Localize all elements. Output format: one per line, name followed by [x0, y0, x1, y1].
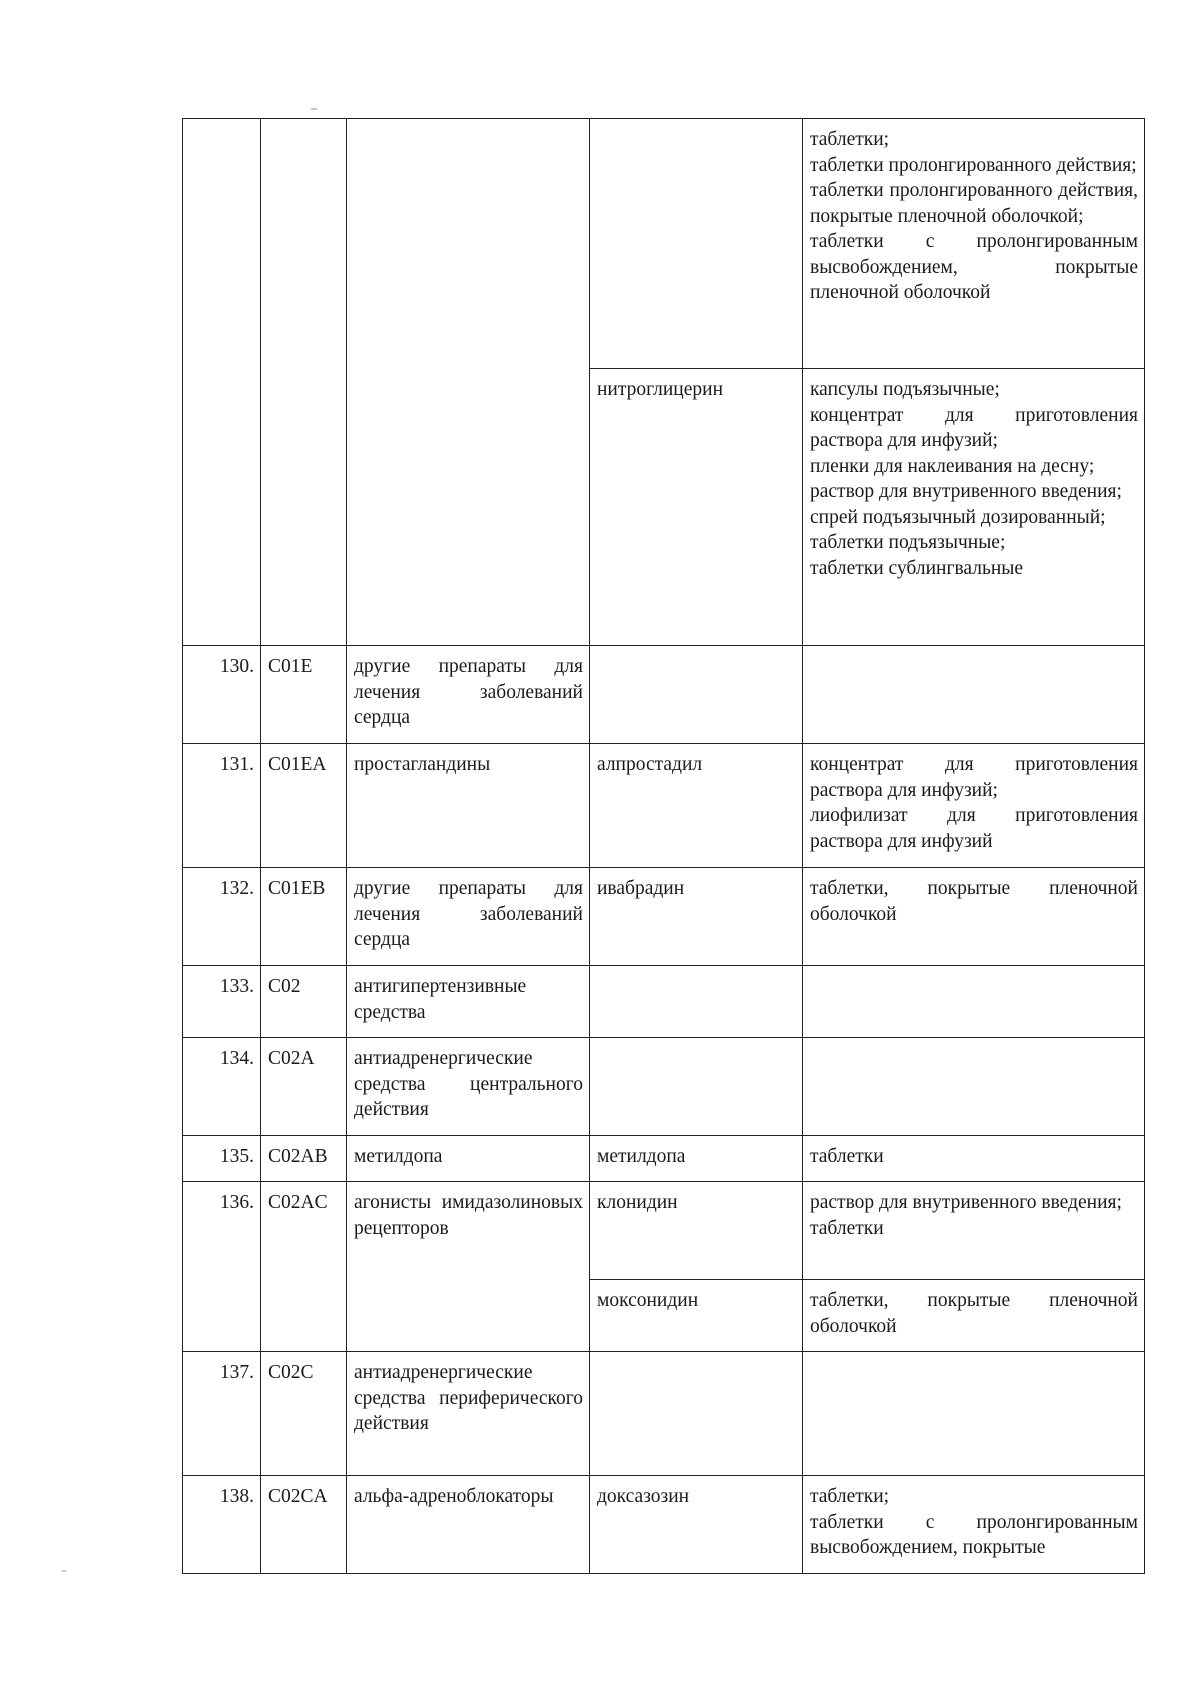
- atc-code: C01EB: [261, 868, 347, 966]
- pharmacological-group: антиадренергические средства периферического действия: [347, 1352, 590, 1476]
- table-row: [183, 868, 1145, 966]
- dosage-forms: [803, 1280, 1145, 1352]
- table-row: [183, 119, 1145, 369]
- row-number: 137.: [183, 1352, 261, 1476]
- table-row: [183, 744, 1145, 868]
- pharmacological-group: антиадренергические средства центрального действия: [347, 1038, 590, 1136]
- dosage-forms: [803, 1136, 1145, 1182]
- row-number: 130.: [183, 646, 261, 744]
- dosage-forms: [803, 744, 1145, 868]
- drug-name: метилдопа: [590, 1136, 803, 1182]
- pharmacological-group: другие препараты для лечения заболеваний сердца: [347, 646, 590, 744]
- row-number: 132.: [183, 868, 261, 966]
- drug-name: алпростадил: [590, 744, 803, 868]
- drug-list-table: [182, 118, 1145, 1574]
- table-row: [183, 1038, 1145, 1136]
- dosage-form-item: таблетки: [810, 1217, 884, 1239]
- dosage-form-item: таблетки сублингвальные: [810, 557, 1024, 579]
- pharmacological-group: простагландины: [347, 744, 590, 868]
- dosage-form-item: раствор для внутривенного введения;: [810, 481, 1122, 502]
- dosage-form-item: капсулы подъязычные;: [810, 379, 1000, 400]
- atc-code: C02CA: [261, 1476, 347, 1574]
- atc-code: [261, 119, 347, 646]
- dosage-form-item: таблетки;: [810, 1486, 890, 1507]
- dosage-form-item: спрей подъязычный дозированный;: [810, 506, 1106, 528]
- dosage-form-item: таблетки, покрытые пленочной оболочкой: [810, 1290, 1138, 1337]
- pharmacological-group: агонисты имидазолиновых рецепторов: [347, 1182, 590, 1352]
- pharmacological-group: [347, 119, 590, 646]
- table-row: [183, 1352, 1145, 1476]
- dosage-form-item: таблетки;: [810, 129, 890, 150]
- drug-name: моксонидин: [590, 1280, 803, 1352]
- drug-name: клонидин: [590, 1182, 803, 1280]
- drug-name: ивабрадин: [590, 868, 803, 966]
- dosage-form-item: таблетки пролонгированного действия, покрытые пленочной оболочкой;: [810, 180, 1138, 227]
- table-row: [183, 1136, 1145, 1182]
- drug-name: [590, 1352, 803, 1476]
- dosage-forms: [803, 369, 1145, 646]
- pharmacological-group: другие препараты для лечения заболеваний сердца: [347, 868, 590, 966]
- dosage-forms: [803, 1352, 1145, 1476]
- dosage-forms: [803, 646, 1145, 744]
- row-number: 135.: [183, 1136, 261, 1182]
- dosage-form-item: раствор для внутривенного введения;: [810, 1192, 1122, 1213]
- row-number: 134.: [183, 1038, 261, 1136]
- dosage-form-item: таблетки подъязычные;: [810, 532, 1006, 553]
- row-number: 136.: [183, 1182, 261, 1352]
- atc-code: C02: [261, 966, 347, 1038]
- atc-code: C02AB: [261, 1136, 347, 1182]
- dosage-form-item: концентрат для приготовления раствора для инфузий;: [810, 754, 1138, 801]
- table-row: [183, 1182, 1145, 1280]
- atc-code: C02A: [261, 1038, 347, 1136]
- dosage-form-item: таблетки с пролонгированным высвобождением, покрытые пленочной оболочкой: [810, 231, 1138, 303]
- pharmacological-group: альфа-адреноблокаторы: [347, 1476, 590, 1574]
- dosage-form-item: пленки для наклеивания на десну;: [810, 455, 1095, 477]
- drug-name: нитроглицерин: [590, 369, 803, 646]
- dosage-forms: [803, 1476, 1145, 1574]
- dosage-forms: [803, 1038, 1145, 1136]
- dosage-form-item: таблетки, покрытые пленочной оболочкой: [810, 878, 1138, 925]
- table-row: [183, 646, 1145, 744]
- dosage-form-item: таблетки пролонгированного действия;: [810, 154, 1137, 176]
- row-number: 133.: [183, 966, 261, 1038]
- dosage-form-item: таблетки: [810, 1146, 884, 1167]
- dosage-forms: [803, 868, 1145, 966]
- pharmacological-group: метилдопа: [347, 1136, 590, 1182]
- scan-artifact: [62, 1570, 66, 1572]
- pharmacological-group: антигипертензивные средства: [347, 966, 590, 1038]
- table-row: [183, 1476, 1145, 1574]
- drug-name: [590, 646, 803, 744]
- dosage-form-item: концентрат для приготовления раствора для инфузий;: [810, 404, 1138, 451]
- dosage-forms: [803, 1182, 1145, 1280]
- row-number: [183, 119, 261, 646]
- row-number: 138.: [183, 1476, 261, 1574]
- dosage-form-item: лиофилизат для приготовления раствора для инфузий: [810, 805, 1138, 852]
- atc-code: C01E: [261, 646, 347, 744]
- scan-artifact: [311, 108, 317, 110]
- drug-name: [590, 966, 803, 1038]
- drug-name: [590, 1038, 803, 1136]
- atc-code: C02C: [261, 1352, 347, 1476]
- atc-code: C02AC: [261, 1182, 347, 1352]
- atc-code: C01EA: [261, 744, 347, 868]
- drug-name: доксазозин: [590, 1476, 803, 1574]
- table-row: [183, 966, 1145, 1038]
- drug-name: [590, 119, 803, 369]
- dosage-forms: [803, 966, 1145, 1038]
- row-number: 131.: [183, 744, 261, 868]
- dosage-forms: [803, 119, 1145, 369]
- dosage-form-item: таблетки с пролонгированным высвобождением, покрытые: [810, 1511, 1138, 1558]
